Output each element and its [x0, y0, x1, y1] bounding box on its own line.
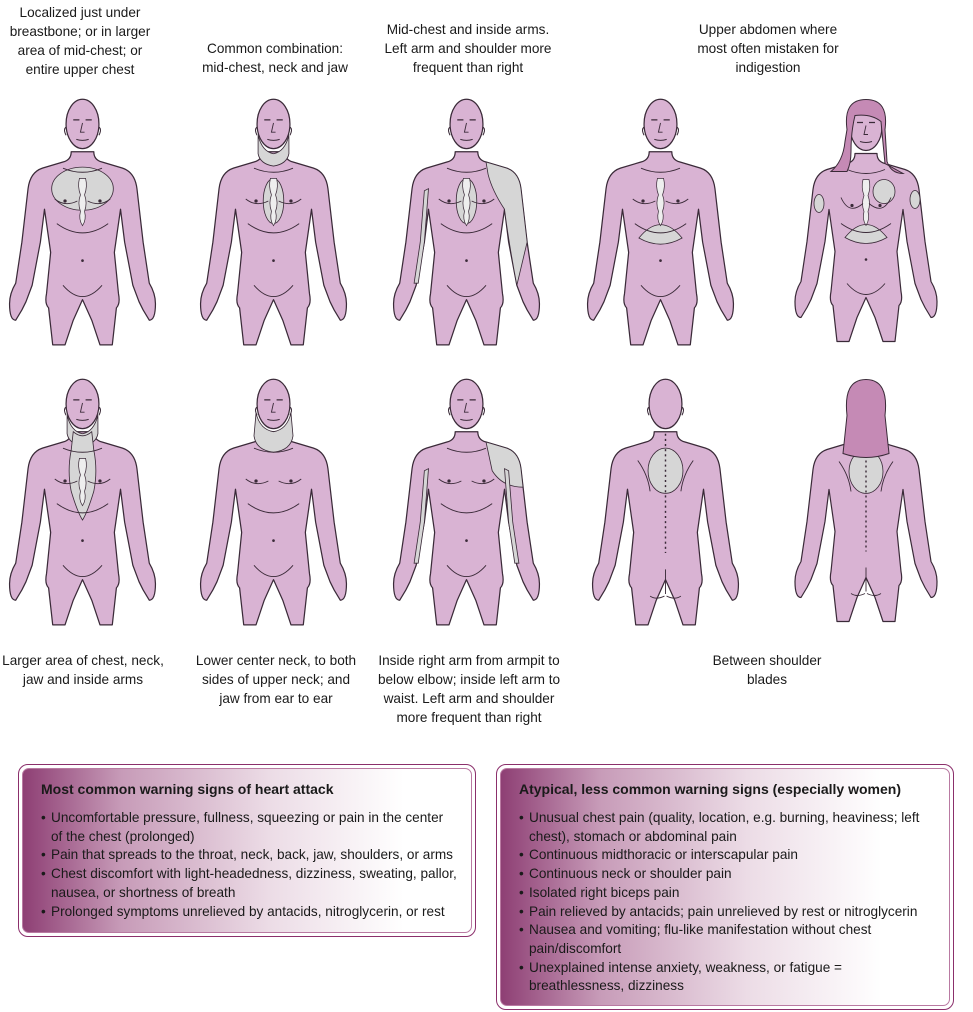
figure-back-female	[766, 368, 966, 630]
figure-front-male-chest-arms	[389, 88, 544, 350]
list-item: • Continuous midthoracic or interscapular pain	[519, 846, 935, 865]
box-atypical-warning-signs	[496, 764, 954, 1010]
caption-larger-chest-neck-jaw: Larger area of chest, neck, jaw and inside arms	[2, 653, 164, 687]
caption-inside-right-arm: Inside right arm from armpit to below elbow; inside left arm to waist. Left arm and shoulder more frequent than right	[377, 653, 561, 725]
figure-front-male-neck-jaw	[196, 88, 351, 350]
list-item: • Unexplained intense anxiety, weakness, or fatigue = breathlessness, dizziness	[519, 959, 935, 996]
list-item: • Unusual chest pain (quality, location, e.g. burning, heaviness; left chest), stomach or abdominal pain	[519, 809, 935, 846]
caption-lower-center-neck: Lower center neck, to both sides of upper neck; and jaw from ear to ear	[195, 653, 357, 706]
caption-midchest-inside-arms: Mid-chest and inside arms. Left arm and shoulder more frequent than right	[384, 22, 552, 75]
atypical-signs-list	[519, 809, 935, 996]
list-item: • Pain that spreads to the throat, neck, back, jaw, shoulders, or arms	[41, 846, 457, 865]
list-item: • Pain relieved by antacids; pain unrelieved by rest or nitroglycerin	[519, 903, 935, 922]
caption-localized-breastbone: Localized just under breastbone; or in larger area of mid-chest; or entire upper chest	[9, 5, 151, 77]
caption-between-shoulder-blades: Between shoulder blades	[712, 653, 822, 687]
figure-front-male-inside-arms	[389, 368, 544, 630]
box-common-title: Most common warning signs of heart attack	[41, 781, 334, 797]
list-item: • Uncomfortable pressure, fullness, squeezing or pain in the center of the chest (prolonged)	[41, 809, 457, 846]
figure-back-male	[588, 368, 743, 630]
list-item: • Continuous neck or shoulder pain	[519, 865, 935, 884]
list-item: • Chest discomfort with light-headedness, dizziness, sweating, pallor, nausea, or shortness of breath	[41, 865, 457, 902]
list-item: • Prolonged symptoms unrelieved by antacids, nitroglycerin, or rest	[41, 903, 457, 922]
figure-front-male-larger-chest	[5, 368, 160, 630]
figure-front-male-lower-neck	[196, 368, 351, 630]
figure-front-male-chest	[5, 88, 160, 350]
common-signs-list	[41, 809, 457, 921]
figure-front-female	[766, 88, 966, 350]
caption-upper-abdomen: Upper abdomen where most often mistaken for indigestion	[697, 22, 839, 75]
box-common-warning-signs	[18, 764, 476, 937]
list-item: • Nausea and vomiting; flu-like manifestation without chest pain/discomfort	[519, 921, 935, 958]
caption-common-combination: Common combination: mid-chest, neck and jaw	[202, 41, 348, 75]
figure-front-male-upper-abdomen	[583, 88, 738, 350]
box-atypical-title: Atypical, less common warning signs (especially women)	[519, 781, 901, 797]
list-item: • Isolated right biceps pain	[519, 884, 935, 903]
